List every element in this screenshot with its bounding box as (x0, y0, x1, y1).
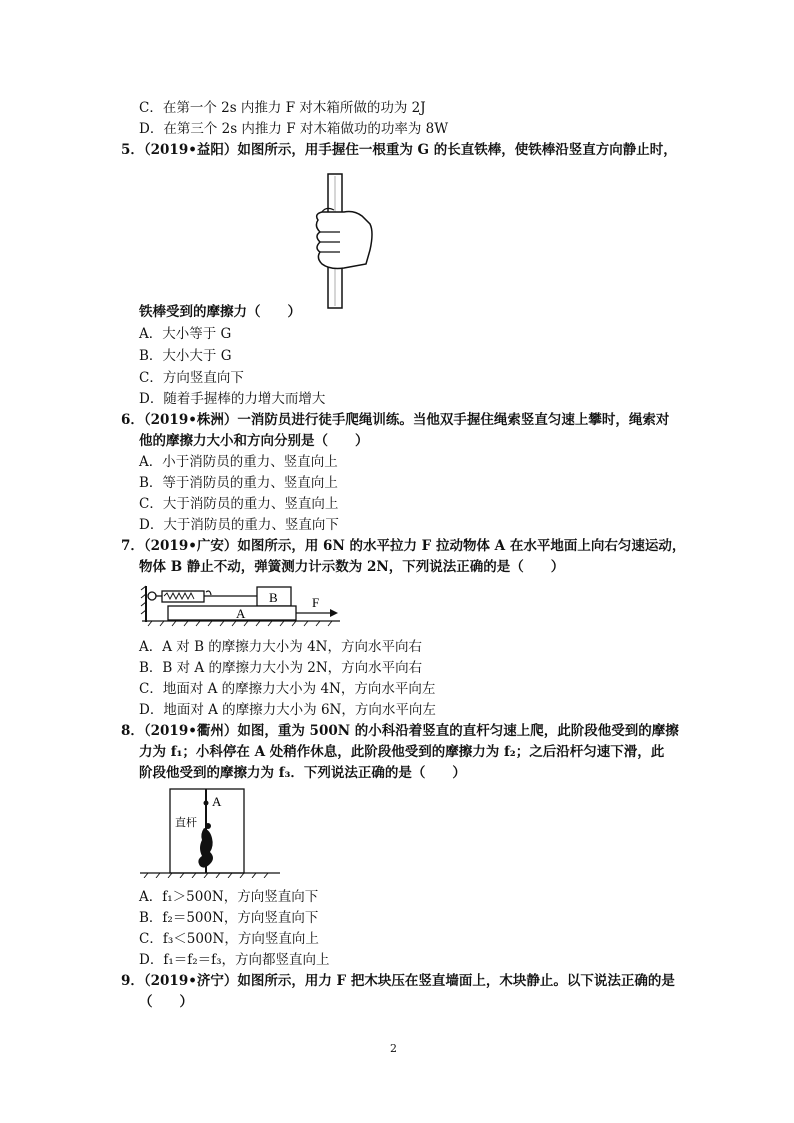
q5-option-d: D．随着手握棒的力增大而增大 (139, 391, 326, 407)
q8-stem: 8．（2019•衢州）如图，重为 500N 的小科沿着竖直的直杆匀速上爬，此阶段他受到的摩擦 (121, 723, 679, 739)
q8-option-a: A．f₁＞500N，方向竖直向下 (139, 889, 319, 905)
q8-label-a: A (212, 794, 222, 809)
q7-option-c: C．地面对 A 的摩擦力大小为 4N，方向水平向左 (139, 681, 436, 697)
q7-stem: 7．（2019•广安）如图所示，用 6N 的水平拉力 F 拉动物体 A 在水平地面上向右匀速运动， (121, 538, 686, 554)
q8-option-c: C．f₃＜500N，方向竖直向上 (139, 931, 319, 947)
q8-option-b: B．f₂＝500N，方向竖直向下 (139, 910, 319, 926)
q7-label-a: A (236, 606, 246, 621)
q8-figure-climbing-pole (138, 786, 282, 878)
q4-option-c: C．在第一个 2s 内推力 F 对木箱所做的功为 2J (139, 100, 426, 116)
q6-option-b: B．等于消防员的重力、竖直向上 (139, 475, 338, 491)
q8-label-pole: 直杆 (175, 816, 197, 829)
q6-option-d: D．大于消防员的重力、竖直向下 (139, 517, 339, 533)
q8-stem-line2: 力为 f₁；小科停在 A 处稍作休息，此阶段他受到的摩擦力为 f₂；之后沿杆匀速下滑，此 (139, 744, 665, 760)
q8-option-d: D．f₁＝f₂＝f₃，方向都竖直向上 (139, 952, 330, 968)
q6-option-a: A．小于消防员的重力、竖直向上 (139, 454, 338, 470)
q7-option-d: D．地面对 A 的摩擦力大小为 6N，方向水平向左 (139, 702, 436, 718)
page-number: 2 (390, 1042, 397, 1055)
q5-figure-hand-holding-rod (300, 172, 380, 312)
q9-stem: 9．（2019•济宁）如图所示，用力 F 把木块压在竖直墙面上，木块静止。以下说法正确的是 (121, 973, 675, 989)
q6-option-c: C．大于消防员的重力、竖直向上 (139, 496, 339, 512)
q8-stem-line3: 阶段他受到的摩擦力为 f₃．下列说法正确的是（ ） (139, 765, 466, 781)
q6-stem-continued: 他的摩擦力大小和方向分别是（ ） (139, 433, 369, 449)
q6-stem: 6．（2019•株洲）一消防员进行徒手爬绳训练。当他双手握住绳索竖直匀速上攀时，绳索对 (121, 412, 670, 428)
q5-stem: 5．（2019•益阳）如图所示，用手握住一根重为 G 的长直铁棒，使铁棒沿竖直方向静止时， (121, 142, 677, 158)
q4-option-d: D．在第三个 2s 内推力 F 对木箱做功的功率为 8W (139, 121, 449, 137)
q5-option-a: A．大小等于 G (139, 326, 232, 342)
q5-option-b: B．大小大于 G (139, 348, 232, 364)
q7-label-f: F (312, 595, 320, 610)
q5-stem-continued: 铁棒受到的摩擦力（ ） (139, 304, 301, 320)
q7-option-a: A．A 对 B 的摩擦力大小为 4N，方向水平向右 (139, 639, 422, 655)
q7-label-b: B (269, 590, 278, 605)
q7-option-b: B．B 对 A 的摩擦力大小为 2N，方向水平向右 (139, 660, 423, 676)
q5-option-c: C．方向竖直向下 (139, 370, 244, 386)
q9-stem-continued: （ ） (139, 994, 193, 1010)
q7-figure-spring-scale-blocks (140, 580, 344, 636)
q7-stem-continued: 物体 B 静止不动，弹簧测力计示数为 2N，下列说法正确的是（ ） (139, 559, 565, 575)
